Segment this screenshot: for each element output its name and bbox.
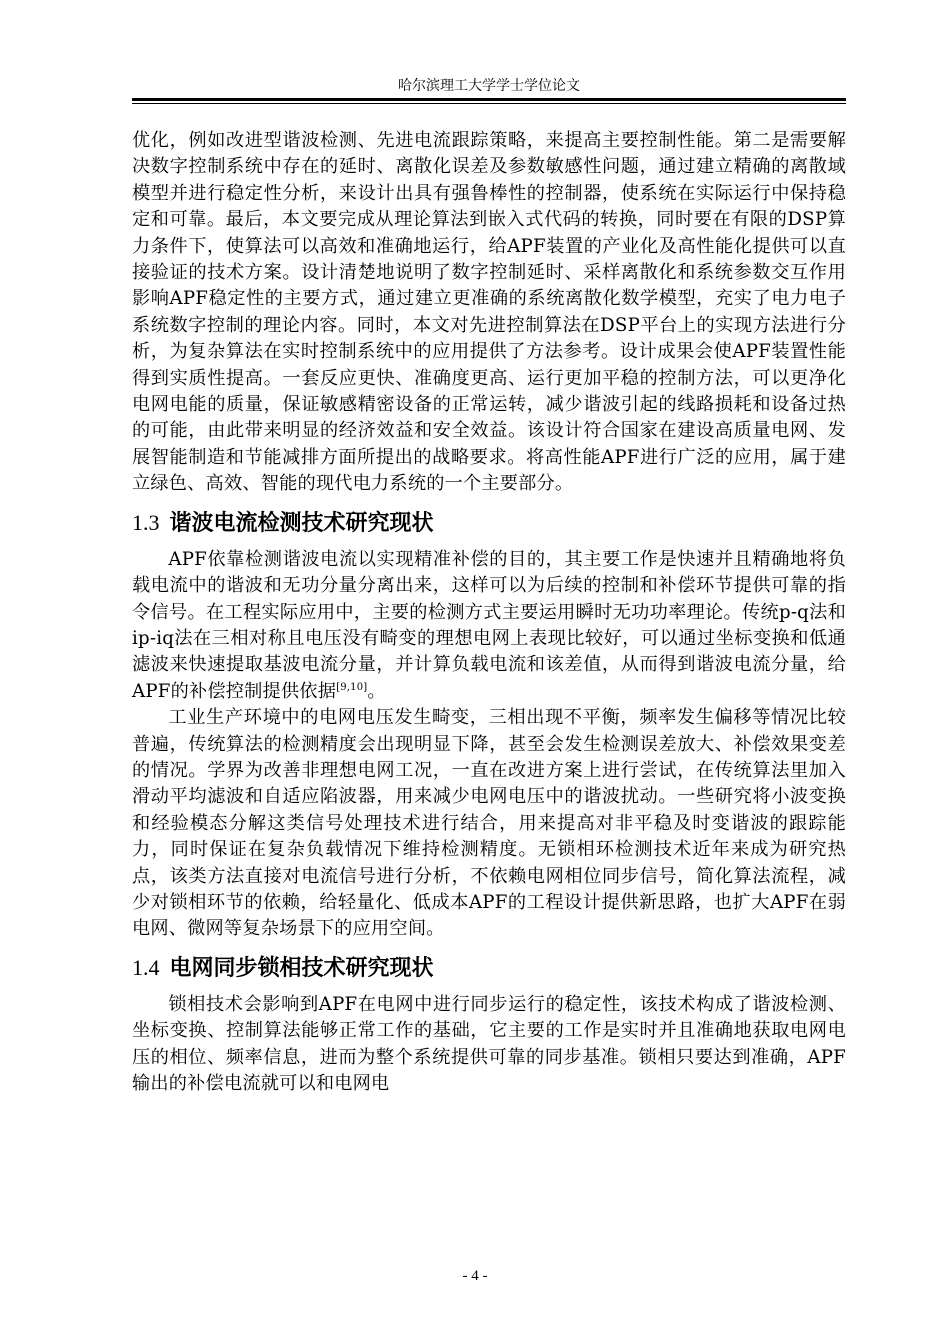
page-body [132, 128, 846, 1097]
header-rule-thick [132, 98, 846, 101]
section-title: 谐波电流检测技术研究现状 [169, 510, 434, 536]
paragraph-harmonic-detection [132, 547, 846, 705]
section-title: 电网同步锁相技术研究现状 [169, 955, 434, 981]
paragraph-pll: 锁相技术会影响到APF在电网中进行同步运行的稳定性，该技术构成了谐波检测、坐标变换、控制算法能够正常工作的基础，它主要的工作是实时并且准确地获取电网电压的相位、频率信息，进而为整个系统提供可靠的同步基准。锁相只要达到准确，APF输出的补偿电流就可以和电网电 [132, 993, 846, 1094]
running-header: 哈尔滨理工大学学士学位论文 [398, 78, 580, 94]
section-heading-1-4 [132, 953, 846, 984]
section-heading-1-3 [132, 508, 846, 539]
header-rule-thin [132, 103, 846, 104]
paragraph-continuation: 优化，例如改进型谐波检测、先进电流跟踪策略，来提高主要控制性能。第二是需要解决数字控制系统中存在的延时、离散化误差及参数敏感性问题，通过建立精确的离散域模型并进行稳定性分析，来设计出具有强鲁棒性的控制器，使系统在实际运行中保持稳定和可靠。最后，本文要完成从理论算法到嵌入式代码的转换，同时要在有限的DSP算力条件下，使算法可以高效和准确地运行，给APF装置的产业化及高性能化提供可以直接验证的技术方案。设计清楚地说明了数字控制延时、采样离散化和系统参数交互作用影响APF稳定性的主要方式，通过建立更准确的系统离散化数学模型，充实了电力电子系统数字控制的理论内容。同时，本文对先进控制算法在DSP平台上的实现方法进行分析，为复杂算法在实时控制系统中的应用提供了方法参考。设计成果会使APF装置性能得到实质性提高。一套反应更快、准确度更高、运行更加平稳的控制方法，可以更净化电网电能的质量，保证敏感精密设备的正常运转，减少谐波引起的线路损耗和设备过热的可能，由此带来明显的经济效益和安全效益。该设计符合国家在建设高质量电网、发展智能制造和节能减排方面所提出的战略要求。将高性能APF进行广泛的应用，属于建立绿色、高效、智能的现代电力系统的一个主要部分。 [132, 130, 846, 495]
section-number: 1.4 [132, 954, 160, 980]
citation: [9,10] [336, 681, 368, 693]
section-number: 1.3 [132, 509, 160, 535]
paragraph-text: APF依靠检测谐波电流以实现精准补偿的目的，其主要工作是快速并且精确地将负载电流中的谐波和无功分量分离出来，这样可以为后续的控制和补偿环节提供可靠的指令信号。在工程实际应用中，主要的检测方式主要运用瞬时无功功率理论。传统p-q法和ip-iq法在三相对称且电压没有畸变的理想电网上表现比较好，可以通过坐标变换和低通滤波来快速提取基波电流分量，并计算负载电流和该差值，从而得到谐波电流分量，给APF的补偿控制提供依据 [132, 548, 846, 702]
paragraph-nonideal-grid: 工业生产环境中的电网电压发生畸变，三相出现不平衡，频率发生偏移等情况比较普遍，传统算法的检测精度会出现明显下降，甚至会发生检测误差放大、补偿效果变差的情况。学界为改善非理想电网工况，一直在改进方案上进行尝试，在传统算法里加入滑动平均滤波和自适应陷波器，用来减少电网电压中的谐波扰动。一些研究将小波变换和经验模态分解这类信号处理技术进行结合，用来提高对非平稳及时变谐波的跟踪能力，同时保证在复杂负载情况下维持检测精度。无锁相环检测技术近年来成为研究热点，该类方法直接对电流信号进行分析，不依赖电网相位同步信号，简化算法流程，减少对锁相环节的依赖，给轻量化、低成本APF的工程设计提供新思路，也扩大APF在弱电网、微网等复杂场景下的应用空间。 [132, 707, 846, 940]
page-number: - 4 - [462, 1268, 488, 1284]
paragraph-end: 。 [367, 680, 386, 702]
